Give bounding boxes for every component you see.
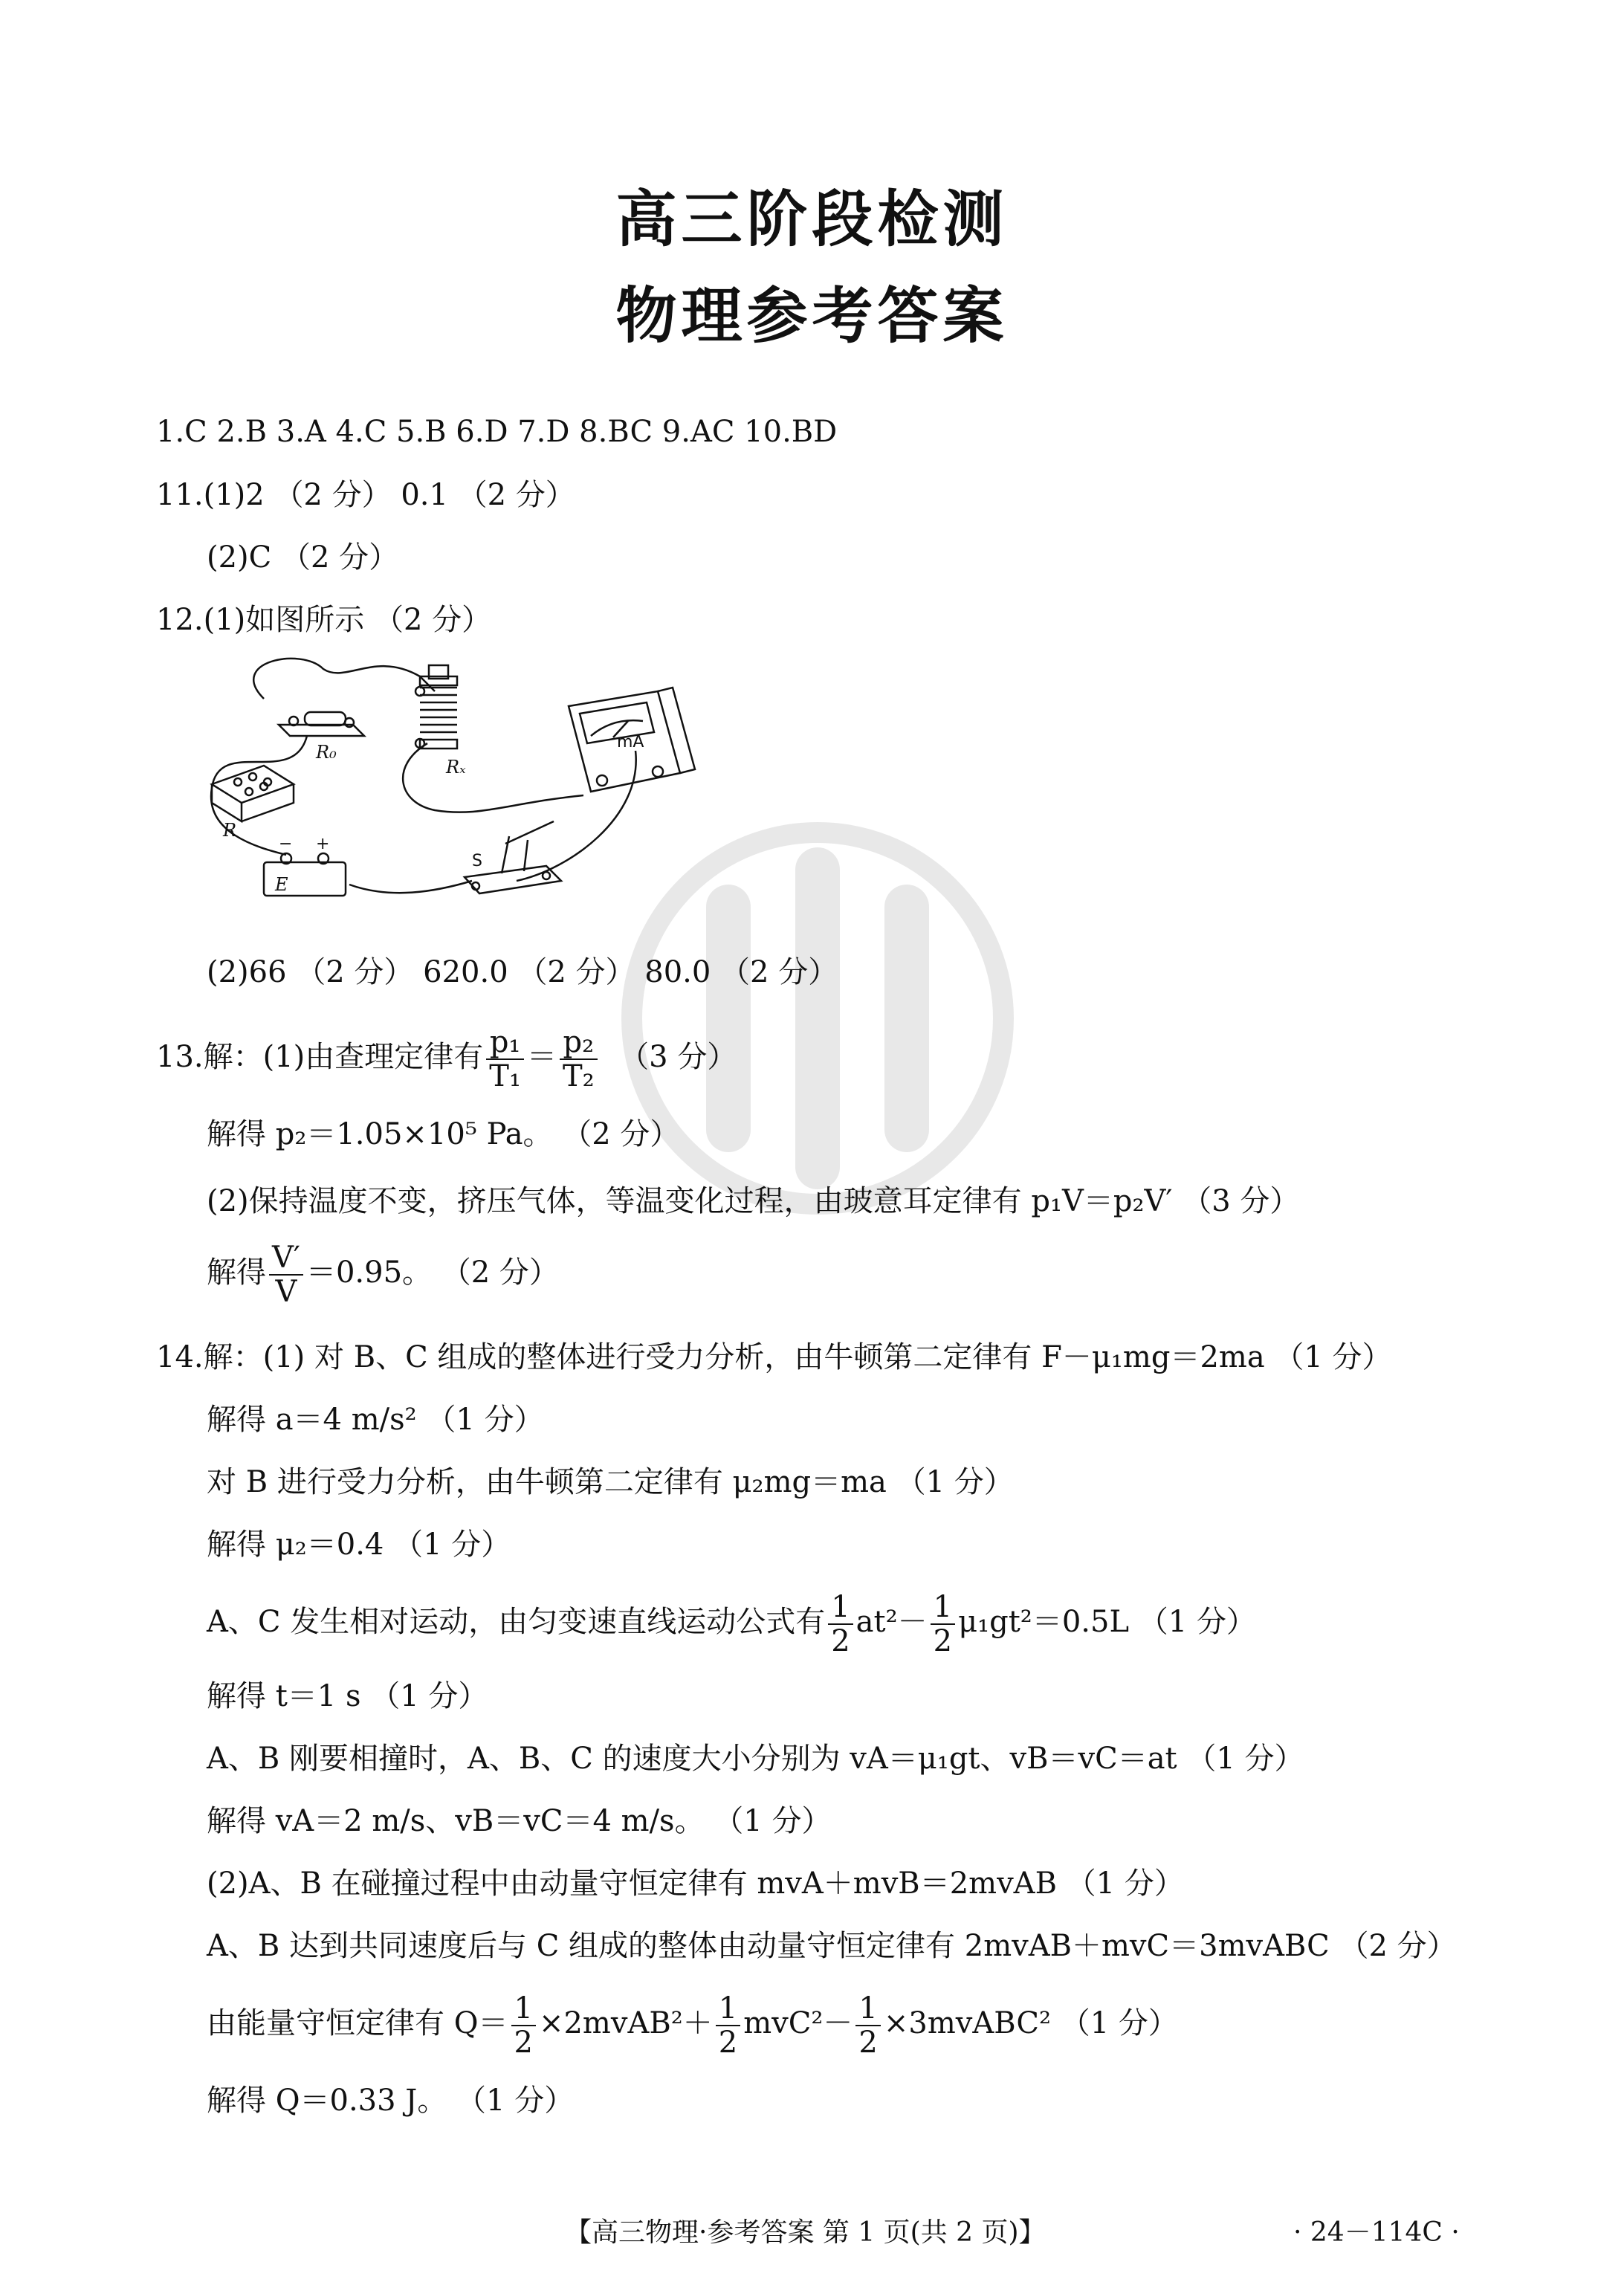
q14-line3: 对 B 进行受力分析，由牛顿第二定律有 μ₂mg＝ma （1 分）: [207, 1465, 1014, 1499]
footer-page-info: 【高三物理·参考答案 第 1 页(共 2 页)】: [565, 2217, 1046, 2248]
label-s: S: [472, 852, 482, 870]
circuit-diagram: [197, 654, 717, 922]
label-r: R: [223, 820, 237, 841]
fraction-v-ratio: $\frac{V'}{V}$: [269, 1241, 303, 1308]
q14-line9: (2)A、B 在碰撞过程中由动量守恒定律有 mvA＋mvB＝2mvAB （1 分）: [207, 1866, 1184, 1901]
label-rx: Rₓ: [446, 757, 466, 778]
q14-line6: 解得 t＝1 s （1 分）: [207, 1679, 488, 1713]
q14-line12: 解得 Q＝0.33 J。 （1 分）: [207, 2084, 575, 2118]
q14-line8: 解得 vA＝2 m/s、vB＝vC＝4 m/s。 （1 分）: [207, 1804, 832, 1838]
q14-line11: 由能量守恒定律有 Q＝ $\frac{1}{2}$ ×2mvAB²＋ $\frac{1}{2}$ mvC²－ $\frac{1}{2}$ ×3mvABC² （1 分）: [207, 1991, 1178, 2060]
q13-score1: （3 分）: [619, 1040, 737, 1074]
q11-part1: 11.(1)2 （2 分） 0.1 （2 分）: [156, 478, 575, 512]
q14-line1: 14.解：(1) 对 B、C 组成的整体进行受力分析，由牛顿第二定律有 F－μ₁mg＝2ma （1 分）: [156, 1340, 1392, 1374]
q14-line7: A、B 刚要相撞时，A、B、C 的速度大小分别为 vA＝μ₁gt、vB＝vC＝at （1 分）: [207, 1742, 1304, 1776]
fraction-p2-t2: $\frac{\text{p₂}}{\text{T₂}}$: [560, 1026, 598, 1093]
page-subtitle: 物理参考答案: [615, 281, 1009, 352]
q14-line10: A、B 达到共同速度后与 C 组成的整体由动量守恒定律有 2mvAB＋mvC＝3mvABC （2 分）: [207, 1929, 1457, 1963]
label-plus: +: [316, 835, 330, 853]
label-minus: −: [279, 835, 293, 853]
q14-line5: A、C 发生相对运动，由匀变速直线运动公式有 $\frac{1}{2}$ at²－ $\frac{1}{2}$ μ₁gt²＝0.5L （1 分）: [207, 1590, 1256, 1658]
footer-code: · 24－114C ·: [1293, 2217, 1460, 2248]
q13-result1: 解得 p₂＝1.05×10⁵ Pa。 （2 分）: [207, 1117, 680, 1151]
q13-result2: 解得 $\frac{V'}{V}$ ＝0.95。 （2 分）: [207, 1241, 559, 1309]
q13-part1: 13.解：(1)由查理定律有 $\frac{\text{p₁}}{\text{T₁}}$ ＝ $\frac{\text{p₂}}{\text{T₂}}$ （3 分）: [156, 1025, 737, 1093]
q11-part2: (2)C （2 分）: [207, 540, 399, 575]
q14-line2: 解得 a＝4 m/s² （1 分）: [207, 1403, 544, 1437]
q12-part2: (2)66 （2 分） 620.0 （2 分） 80.0 （2 分）: [207, 955, 838, 989]
q13-part2: (2)保持温度不变，挤压气体，等温变化过程，由玻意耳定律有 p₁V＝p₂V′ （3 分）: [207, 1184, 1300, 1218]
label-r0: R₀: [316, 742, 337, 763]
fraction-p1-t1: $\frac{\text{p₁}}{\text{T₁}}$: [486, 1026, 524, 1093]
q13-intro: 13.解：(1)由查理定律有: [156, 1040, 484, 1074]
choice-answers: 1.C 2.B 3.A 4.C 5.B 6.D 7.D 8.BC 9.AC 10.BD: [156, 415, 838, 449]
label-ma: mA: [617, 733, 644, 751]
q14-line4: 解得 μ₂＝0.4 （1 分）: [207, 1528, 511, 1562]
label-e: E: [275, 874, 288, 895]
page-title: 高三阶段检测: [615, 184, 1009, 255]
q12-part1: 12.(1)如图所示 （2 分）: [156, 603, 492, 637]
